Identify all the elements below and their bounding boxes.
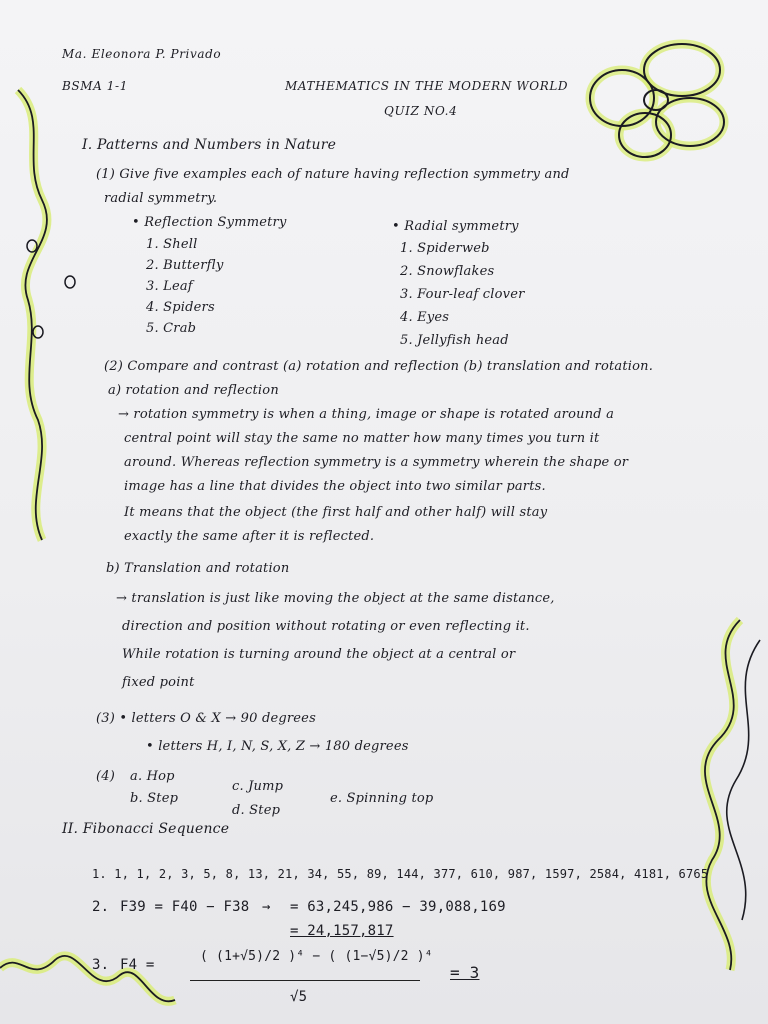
radial-item: 1. Spiderweb bbox=[400, 241, 490, 256]
fibonacci-list: 1. 1, 1, 2, 3, 5, 8, 13, 21, 34, 55, 89, 144, 377, 610, 987, 1597, 2584, 4181, 6765 bbox=[92, 867, 709, 881]
radial-item: 2. Snowflakes bbox=[400, 264, 495, 279]
q1-prompt-line1: (1) Give five examples each of nature having reflection symmetry and bbox=[96, 167, 570, 182]
left-squiggle-doodle-icon bbox=[18, 90, 75, 540]
reflection-item: 4. Spiders bbox=[146, 300, 215, 315]
radial-symmetry-title: • Radial symmetry bbox=[392, 219, 519, 234]
q4-label: (4) bbox=[96, 769, 116, 784]
part2-heading: II. Fibonacci Sequence bbox=[62, 821, 230, 837]
q4-answer-c: c. Jump bbox=[232, 779, 284, 794]
radial-item: 5. Jellyfish head bbox=[400, 333, 509, 348]
q2b-line: While rotation is turning around the object at a central or bbox=[122, 647, 516, 662]
q2a-line: around. Whereas reflection symmetry is a symmetry wherein the shape or bbox=[124, 455, 629, 470]
reflection-symmetry-title: • Reflection Symmetry bbox=[132, 215, 287, 230]
item3-denominator: √5 bbox=[290, 989, 308, 1005]
q2a-line: → rotation symmetry is when a thing, image or shape is rotated around a bbox=[118, 407, 615, 422]
item2-label: 2. bbox=[92, 899, 110, 915]
radial-item: 3. Four-leaf clover bbox=[400, 287, 525, 302]
section-label: BSMA 1-1 bbox=[62, 79, 128, 93]
q1-prompt-line2: radial symmetry. bbox=[104, 191, 218, 206]
q3-line2: • letters H, I, N, S, X, Z → 180 degrees bbox=[146, 739, 409, 754]
item2-result: = 24,157,817 bbox=[290, 923, 394, 939]
course-title: MATHEMATICS IN THE MODERN WORLD bbox=[285, 79, 569, 93]
part1-heading: I. Patterns and Numbers in Nature bbox=[82, 137, 337, 153]
item2-expression: F39 = F40 − F38 bbox=[120, 899, 250, 915]
q2b-line: → translation is just like moving the object at the same distance, bbox=[116, 591, 555, 606]
student-name: Ma. Eleonora P. Privado bbox=[62, 47, 222, 61]
q2a-line: central point will stay the same no matter how many times you turn it bbox=[124, 431, 600, 446]
reflection-item: 3. Leaf bbox=[146, 279, 193, 294]
reflection-item: 2. Butterfly bbox=[146, 258, 224, 273]
q3-line1: (3) • letters O & X → 90 degrees bbox=[96, 711, 316, 726]
item3-label: 3. bbox=[92, 957, 110, 973]
flower-doodle-icon bbox=[590, 44, 724, 157]
q2a-line: image has a line that divides the object into two similar parts. bbox=[124, 479, 546, 494]
reflection-item: 5. Crab bbox=[146, 321, 197, 336]
q4-answer-e: e. Spinning top bbox=[330, 791, 434, 806]
item3-numerator: ( (1+√5)/2 )⁴ − ( (1−√5)/2 )⁴ bbox=[200, 949, 433, 964]
right-squiggle-doodle-icon bbox=[705, 620, 760, 970]
q2a-line: It means that the object (the first half and other half) will stay bbox=[124, 505, 548, 520]
q4-answer-d: d. Step bbox=[232, 803, 281, 818]
q2b-line: fixed point bbox=[122, 675, 195, 690]
fraction-bar bbox=[190, 980, 420, 981]
item2-calculation: = 63,245,986 − 39,088,169 bbox=[290, 899, 506, 915]
q4-answer-a: a. Hop bbox=[130, 769, 175, 784]
reflection-item: 1. Shell bbox=[146, 237, 198, 252]
q4-answer-b: b. Step bbox=[130, 791, 179, 806]
item3-lhs: F4 = bbox=[120, 957, 155, 973]
q2a-title: a) rotation and reflection bbox=[108, 383, 279, 398]
q2a-line: exactly the same after it is reflected. bbox=[124, 529, 375, 544]
quiz-title: QUIZ NO.4 bbox=[384, 104, 458, 118]
radial-item: 4. Eyes bbox=[400, 310, 450, 325]
q2b-line: direction and position without rotating or even reflecting it. bbox=[122, 619, 530, 634]
item3-result: = 3 bbox=[450, 963, 480, 982]
q2b-title: b) Translation and rotation bbox=[106, 561, 290, 576]
q2-prompt: (2) Compare and contrast (a) rotation and reflection (b) translation and rotation. bbox=[104, 359, 654, 374]
item2-arrow: → bbox=[262, 899, 271, 915]
